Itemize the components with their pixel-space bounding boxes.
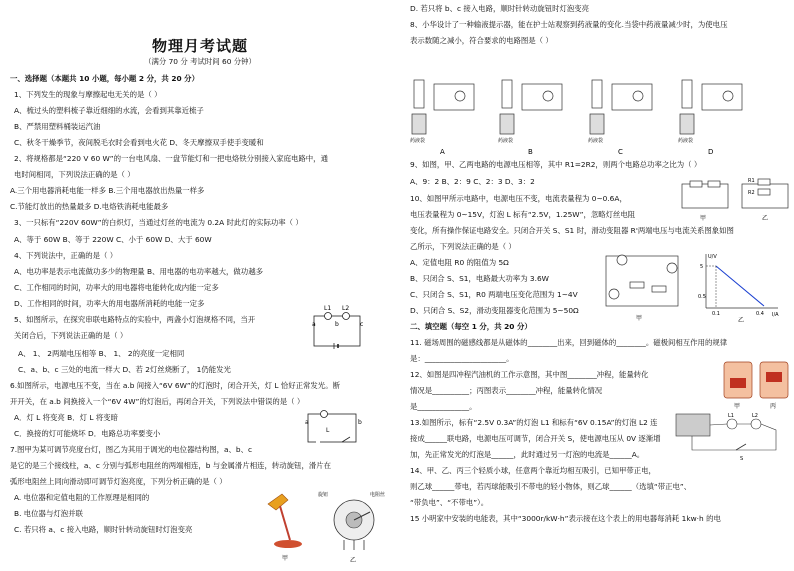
right-line: C、只闭合 S、S1，R0 两端电压变化范围为 1~4V [410,290,578,299]
left-line: C. 若只将 a、c 接入电路，顺时针转动旋钮时灯泡变亮 [14,525,193,534]
left-line: 7.图甲为某可调节亮度台灯，图乙为其用于调光的电位器结构图，a、b、c [10,445,253,454]
left-line: A. 电位器和定值电阻的工作原理是相同的 [14,493,150,502]
q12-jia-label: 甲 [734,403,741,410]
q5-series-circuit-figure [308,304,368,356]
q12-engine-figure [720,358,792,412]
q10-01-tick: 0.1 [712,311,720,317]
right-line: A、定值电阻 R0 的阻值为 5Ω [410,258,509,267]
left-line: A、梳过头的塑料梳子靠近细细的水流，会看到其靠近梳子 [14,106,204,115]
right-line: 14、甲、乙、丙三个轻质小球，任意两个靠近均相互吸引，已知甲带正电， [410,466,656,475]
right-line: 二、填空题（每空 1 分，共 20 分） [410,322,532,331]
q7-resistor-label: 电阻丝 [370,492,386,498]
right-line: D. 若只将 b、c 接入电路，顺时针转动旋钮时灯泡变亮 [410,4,590,13]
q9-jia-label: 甲 [700,215,707,222]
right-line: 情况是__________；丙图表示________冲程，能量转化情况 [410,386,603,395]
q5-b-label: b [335,321,339,328]
right-line: 变化，所有操作保证电路安全。只闭合开关 S、S1 时，滑动变阻器 R'两端电压与电流关系图象如图 [410,226,734,235]
right-line: 则乙球______带电，若丙球能吸引不带电的轻小物体，则乙球______（选填“带正电”、 [410,482,692,491]
left-line: 一、选择题（本题共 10 小题，每小题 2 分，共 20 分） [10,74,199,83]
left-line: 是它的是三个接线柱，a、c 分别与弧形电阻丝的两端相连，b 与金属滑片相连，转动旋钮，滑片在 [10,461,332,470]
right-line: 13.如图所示，标有“2.5V 0.3A”的灯泡 L1 和标有“6V 0.15A”的灯泡 L2 连 [410,418,658,427]
left-line: C．换接的灯可能烧坏 D．电路总功率要变小 [14,429,161,438]
right-line: 是：______________________。 [410,354,514,363]
q6-circuit-figure [302,408,364,448]
right-line: 乙所示，下列说法正确的是（ ） [410,242,516,251]
left-line: C、工作相同的时间，功率大的用电器将电能转化成内能一定多 [14,283,219,292]
q8-a-label: A [440,148,445,156]
q7-knob-label: 旋钮 [318,492,329,498]
q8-bag-label-c: 药液袋 [588,138,604,144]
q8-bag-label-b: 药液袋 [498,138,514,144]
left-line: A、 1、 2两端电压相等 B、 1、 2的亮度一定相同 [18,349,185,358]
left-line: 电时间相同，下列说法正确的是（ ） [14,170,135,179]
left-line: 4、下列说法中，正确的是（ ） [14,251,118,260]
right-column [402,0,794,571]
q8-circuit-options-figure [406,74,746,158]
left-line: A、电功率是表示电流做功多少的物理量 B、用电器的电功率越大，做功越多 [14,267,263,276]
q8-d-label: D [708,148,714,156]
left-line: 1、下列发生的现象与摩擦起电无关的是（ ） [14,90,162,99]
left-line: 开开关，在 a.b 间换接入一个“6V 4W”的灯泡后，再闭合开关，下列说法中错误的是（ ） [10,397,305,406]
right-line: 8、小华设计了一种输液提示器，能在护士站观察到药液量的变化.当袋中药液量减少时，为使电压 [410,20,728,29]
left-line: 6.如图所示，电源电压不变，当在 a.b 间接入“6V 6W”的灯泡时，闭合开关，灯 L 恰好正常发光。断 [10,381,340,390]
q10-yi-label: 乙 [738,317,745,324]
q10-jia-label: 甲 [636,315,643,322]
left-line: C、a、b、c 三处的电流一样大 D、若 2灯丝烧断了， 1仍能发光 [18,365,231,374]
left-line: A.三个用电器消耗电能一样多 B.三个用电器放出热量一样多 [10,186,205,195]
left-line: 弧形电阻丝上同向滑动即可调节灯泡亮度，下列分析正确的是（ ） [10,477,227,486]
q7-yi-label: 乙 [350,557,357,564]
q13-l2-label: L2 [752,413,758,419]
q10-i-axis-label: I/A [772,312,779,318]
q8-c-label: C [618,148,623,156]
right-line: 是______________。 [410,402,477,411]
left-line: C、秋冬干燥季节，夜间脱毛衣时会看到电火花 D、冬天摩擦双手使手变暖和 [14,138,264,147]
q6-a-label: a [305,419,309,426]
right-line: D、只闭合 S、S2，滑动变阻器变化范围为 5~50Ω [410,306,579,315]
left-line: B、严禁用塑料桶装运汽油 [14,122,101,131]
q10-circuit-and-graph-figure [602,252,792,324]
q6-l-label: L [326,427,330,434]
q8-option-d-diagram [678,80,742,156]
q5-l2-label: L2 [342,305,350,312]
page-subtitle: （满分 70 分 考试时间 60 分钟） [144,57,256,66]
page-title: 物理月考试题 [151,37,248,55]
q8-option-c-diagram [588,80,652,156]
q10-05-tick: 0.5 [698,294,706,300]
q5-a-label: a [312,321,316,328]
left-line: 3、一只标有“220V 60W”的白炽灯，当通过灯丝的电流为 0.2A 时此灯的实际功率（ ） [14,218,303,227]
q6-b-label: b [358,419,362,426]
q8-option-b-diagram [498,80,562,156]
right-line: 电压表量程为 0~15V，灯泡 L 标有“2.5V，1.25W”，忽略灯丝电阻 [410,210,636,219]
q5-l1-label: L1 [324,305,332,312]
left-line: C.节能灯放出的热量最多 D.电烙铁消耗电能最多 [10,202,169,211]
right-line: A、9：2 B、2：9 C、2：3 D、3：2 [410,177,535,186]
left-line: 2、将规格都是“220 V 60 W”的一台电风扇、一盘节能灯和一把电烙铁分别接入家庭电路中，通 [14,154,328,163]
left-line: D、工作相同的时间，功率大的用电器所消耗的电能一定多 [14,299,205,308]
q8-option-a-diagram [410,80,474,156]
q8-bag-label-a: 药液袋 [410,138,426,144]
right-line: B、只闭合 S、S1，电路最大功率为 3.6W [410,274,549,283]
right-line: 加，先正常发光的灯泡是______，此时通过另一灯泡的电流是______A。 [410,450,645,459]
right-line: 11. 磁场周围的磁感线都是从磁体的________出来，回到磁体的________。磁极间相互作用的规律 [410,338,728,347]
q9-yi-label: 乙 [762,215,769,222]
right-line: 15 小明家中安装的电能表，其中“3000r/kW·h”表示接在这个表上的用电器每消耗 1kw·h 的电 [410,514,721,523]
q8-bag-label-d: 药液袋 [678,138,694,144]
q13-s-label: S [740,456,744,462]
q7-jia-label: 甲 [282,555,289,562]
left-line: 关闭合后，下列说法正确的是（ ） [14,331,128,340]
right-line: 12、如图是四冲程汽油机的工作示意图，其中图________冲程，能量转化 [410,370,649,379]
right-line: “带负电”、“不带电”）。 [410,498,489,507]
q9-r1-label: R1 [748,178,755,184]
q9-circuits-figure [678,176,794,224]
right-line: 9、如图，甲、乙两电路的电源电压相等，其中 R1=2R2，则两个电路总功率之比为（ ） [410,160,702,169]
q8-b-label: B [528,148,533,156]
q10-u-axis-label: U/V [708,254,717,260]
left-line: 5、如图所示，在探究串联电路特点的实验中，两盏小灯泡规格不同，当开 [14,315,256,324]
left-line: B. 电位器与灯泡并联 [14,509,83,518]
q10-5-tick: 5 [700,264,704,270]
q5-c-label: c [360,321,364,328]
left-line: A．灯 L 将变亮 B．灯 L 将变暗 [14,413,119,422]
q12-bing-label: 丙 [770,403,777,410]
q13-l1-label: L1 [728,413,734,419]
q9-r2-label: R2 [748,190,755,196]
right-line: 接成______联电路，电源电压可调节，闭合开关 S，使电源电压从 0V 逐渐增 [410,434,661,443]
left-line: A、等于 60W B、等于 220W C、小于 60W D、大于 60W [14,235,212,244]
right-line: 表示数随之减小，符合要求的电路图是（ ） [410,36,553,45]
q13-circuit-figure [672,410,790,462]
q7-lamp-potentiometer-figure [258,484,398,568]
right-line: 10、如图甲所示电路中，电源电压不变，电流表量程为 0~0.6A， [410,194,627,203]
q10-04-tick: 0.4 [756,311,764,317]
